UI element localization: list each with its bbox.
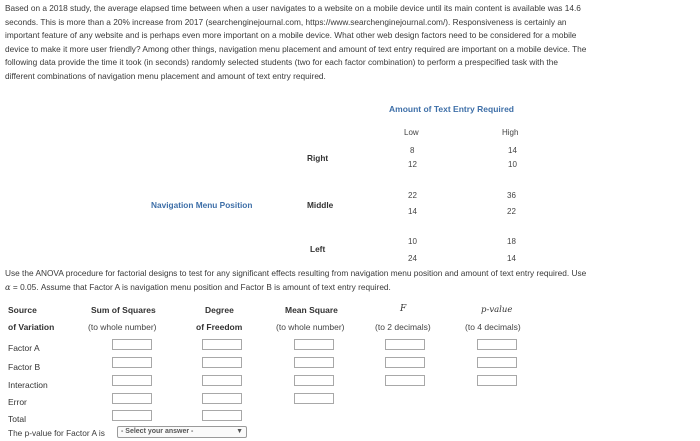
ms-interaction-input[interactable] bbox=[294, 375, 334, 386]
col-header-high: High bbox=[502, 128, 519, 137]
ms-factor-b-input[interactable] bbox=[294, 357, 334, 368]
header-ss-2: (to whole number) bbox=[88, 322, 157, 332]
col-header-low: Low bbox=[404, 128, 419, 137]
f-factor-b-input[interactable] bbox=[385, 357, 425, 368]
header-f-2: (to 2 decimals) bbox=[375, 322, 431, 332]
header-p: p-value bbox=[481, 305, 513, 315]
ss-error-input[interactable] bbox=[112, 393, 152, 404]
p-factor-b-input[interactable] bbox=[477, 357, 517, 368]
row-label-right: Right bbox=[307, 153, 329, 163]
df-interaction-input[interactable] bbox=[202, 375, 242, 386]
select-value: - Select your answer - bbox=[121, 428, 194, 435]
header-ss: Sum of Squares bbox=[91, 305, 156, 315]
cell-value: 10 bbox=[408, 237, 417, 246]
df-factor-b-input[interactable] bbox=[202, 357, 242, 368]
header-ms: Mean Square bbox=[285, 305, 338, 315]
chevron-down-icon: ▼ bbox=[236, 428, 243, 435]
intro-line: device to make it more user friendly? Among other things, navigation menu placement and amount of text entry required are important on a mobile device. The bbox=[5, 43, 587, 54]
factor-b-title: Amount of Text Entry Required bbox=[389, 104, 514, 114]
row-factor-b: Factor B bbox=[8, 362, 41, 372]
header-df: Degree bbox=[205, 305, 234, 315]
factor-a-title: Navigation Menu Position bbox=[151, 200, 253, 210]
df-total-input[interactable] bbox=[202, 410, 242, 421]
cell-value: 18 bbox=[507, 237, 516, 246]
header-ms-2: (to whole number) bbox=[276, 322, 345, 332]
cell-value: 22 bbox=[507, 207, 516, 216]
ss-factor-b-input[interactable] bbox=[112, 357, 152, 368]
ms-factor-a-input[interactable] bbox=[294, 339, 334, 350]
header-p-2: (to 4 decimals) bbox=[465, 322, 521, 332]
ss-factor-a-input[interactable] bbox=[112, 339, 152, 350]
row-factor-a: Factor A bbox=[8, 343, 40, 353]
row-total: Total bbox=[8, 414, 26, 424]
problem-statement bbox=[5, 2, 695, 84]
intro-line: Based on a 2018 study, the average elapsed time between when a user navigates to a website on a mobile device until its main content is available was 14.6 bbox=[5, 3, 581, 13]
instructions-line-1: Use the ANOVA procedure for factorial designs to test for any significant effects resulting from navigation menu position and amount of text entry required. Use bbox=[5, 268, 587, 278]
intro-line: following data provide the time it took (in seconds) randomly selected students (two for each factor combination) to perform a prespecified task with the bbox=[5, 57, 558, 68]
alpha-value-text: = 0.05. Assume that Factor A is navigation menu position and Factor B is amount of text entry required. bbox=[10, 282, 391, 292]
cell-value: 14 bbox=[408, 207, 417, 216]
p-value-select[interactable] bbox=[117, 426, 247, 438]
df-factor-a-input[interactable] bbox=[202, 339, 242, 350]
header-source: Source bbox=[8, 305, 37, 315]
header-df-2: of Freedom bbox=[196, 322, 243, 332]
row-label-left: Left bbox=[310, 244, 326, 254]
intro-line: different combinations of navigation menu placement and amount of text entry required. bbox=[5, 70, 326, 81]
f-factor-a-input[interactable] bbox=[385, 339, 425, 350]
cell-value: 22 bbox=[408, 191, 417, 200]
ms-error-input[interactable] bbox=[294, 393, 334, 404]
cell-value: 36 bbox=[507, 191, 516, 200]
alpha-symbol: α bbox=[5, 282, 11, 292]
intro-line: seconds. This is more than a 20% increase from 2017 (searchenginejournal.com, https://www.searchenginejournal.com/). Responsiveness is certainly an bbox=[5, 16, 567, 27]
row-error: Error bbox=[8, 397, 27, 407]
instructions-line-2 bbox=[5, 282, 391, 292]
p-value-question: The p-value for Factor A is bbox=[8, 428, 105, 438]
df-error-input[interactable] bbox=[202, 393, 242, 404]
cell-value: 8 bbox=[410, 146, 415, 155]
ss-interaction-input[interactable] bbox=[112, 375, 152, 386]
header-source-2: of Variation bbox=[8, 322, 55, 332]
cell-value: 14 bbox=[507, 254, 516, 263]
cell-value: 10 bbox=[508, 160, 517, 169]
row-interaction: Interaction bbox=[8, 380, 48, 390]
intro-line: important feature of any website and is perhaps even more important on a mobile device. What other web design factors need to be considered for a mobile bbox=[5, 30, 577, 41]
cell-value: 12 bbox=[408, 160, 417, 169]
ss-total-input[interactable] bbox=[112, 410, 152, 421]
p-factor-a-input[interactable] bbox=[477, 339, 517, 350]
row-label-middle: Middle bbox=[307, 200, 334, 210]
header-f: F bbox=[400, 304, 407, 314]
cell-value: 14 bbox=[508, 146, 517, 155]
cell-value: 24 bbox=[408, 254, 417, 263]
p-interaction-input[interactable] bbox=[477, 375, 517, 386]
f-interaction-input[interactable] bbox=[385, 375, 425, 386]
